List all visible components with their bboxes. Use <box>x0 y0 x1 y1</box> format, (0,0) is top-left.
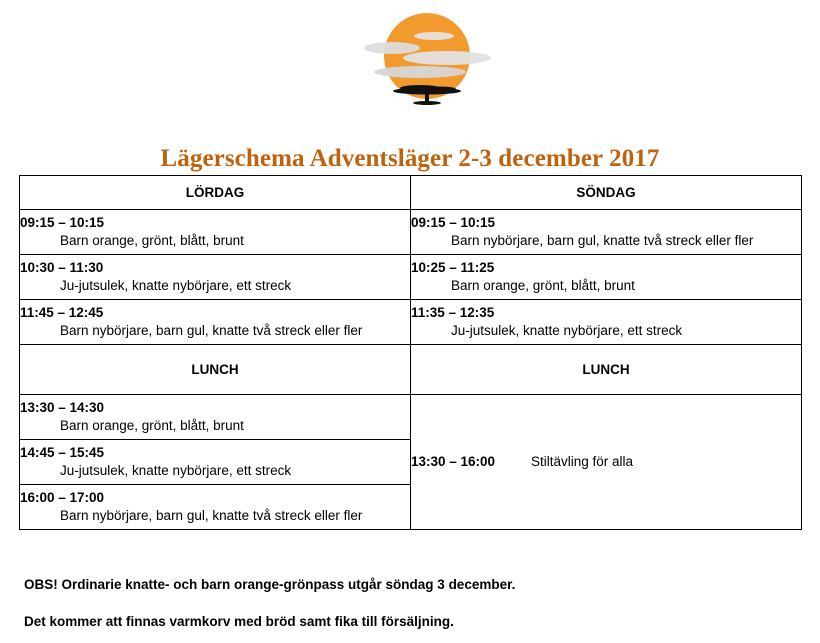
saturday-slot <box>20 439 411 484</box>
slot-time: 10:25 – 11:25 <box>411 259 495 275</box>
sunday-lunch: LUNCH <box>411 344 802 394</box>
saturday-header: LÖRDAG <box>20 176 411 210</box>
saturday-lunch: LUNCH <box>20 344 411 394</box>
note-food: Det kommer att finnas varmkorv med bröd samt fika till försäljning. <box>24 614 454 629</box>
slot-groups: Ju-jutsulek, knatte nybörjare, ett streck <box>60 277 292 293</box>
page-title: Lägerschema Adventsläger 2-3 december 2017 <box>160 145 660 172</box>
saturday-slot <box>20 209 411 254</box>
slot-groups: Barn nybörjare, barn gul, knatte två streck eller fler <box>60 507 363 523</box>
slot-time: 11:45 – 12:45 <box>20 304 104 320</box>
saturday-slot <box>20 254 411 299</box>
note-obs: OBS! Ordinarie knatte- och barn orange-grönpass utgår söndag 3 december. <box>24 577 516 592</box>
slot-time: 09:15 – 10:15 <box>20 214 105 230</box>
slot-time: 09:15 – 10:15 <box>411 214 496 230</box>
saturday-slot <box>20 394 411 439</box>
saturday-slot <box>20 299 411 344</box>
slot-groups: Barn orange, grönt, blått, brunt <box>451 277 635 293</box>
sunday-slot <box>411 299 802 344</box>
sunday-afternoon <box>411 394 802 529</box>
slot-time: 14:45 – 15:45 <box>20 444 105 460</box>
cloud-icon <box>364 42 420 54</box>
slot-groups: Barn orange, grönt, blått, brunt <box>60 232 244 248</box>
slot-time: 11:35 – 12:35 <box>411 304 495 320</box>
slot-time: 13:30 – 14:30 <box>20 399 105 415</box>
slot-time: 16:00 – 17:00 <box>20 489 105 505</box>
saturday-slot <box>20 484 411 529</box>
slot-groups: Barn orange, grönt, blått, brunt <box>60 417 244 433</box>
slot-activity: Stiltävling för alla <box>531 454 634 470</box>
slot-groups: Ju-jutsulek, knatte nybörjare, ett streck <box>60 462 292 478</box>
sun-tree-logo <box>362 12 492 107</box>
sunday-slot <box>411 209 802 254</box>
slot-groups: Ju-jutsulek, knatte nybörjare, ett streck <box>451 322 683 338</box>
slot-time: 13:30 – 16:00 <box>411 454 496 470</box>
slot-groups: Barn nybörjare, barn gul, knatte två streck eller fler <box>451 232 754 248</box>
tree-icon <box>393 85 461 105</box>
sunday-slot <box>411 254 802 299</box>
schedule-table <box>19 175 802 530</box>
slot-groups: Barn nybörjare, barn gul, knatte två streck eller fler <box>60 322 363 338</box>
slot-time: 10:30 – 11:30 <box>20 259 104 275</box>
sunday-header: SÖNDAG <box>411 176 802 210</box>
